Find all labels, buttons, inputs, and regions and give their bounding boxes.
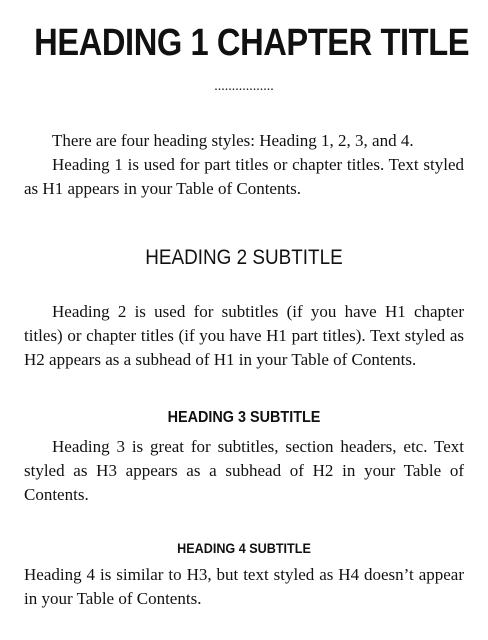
section-1-body: [24, 129, 464, 201]
section-3-body: [24, 435, 464, 507]
paragraph-heading-1-description: Heading 1 is used for part titles or chapter titles. Text styled as H1 appears in your Table of Contents.: [24, 155, 464, 198]
ornamental-divider: .................: [214, 79, 274, 94]
paragraph-heading-styles-intro: There are four heading styles: Heading 1, 2, 3, and 4.: [52, 131, 414, 150]
paragraph-heading-3-description: Heading 3 is great for subtitles, section headers, etc. Text styled as H3 appears as a subhead of H2 in your Table of Contents.: [24, 437, 464, 504]
section-2-body: [24, 300, 464, 372]
section-4-body: [24, 563, 464, 611]
heading-2-subtitle: HEADING 2 SUBTITLE: [145, 246, 343, 269]
paragraph-heading-4-description: Heading 4 is similar to H3, but text styled as H4 doesn’t appear in your Table of Contents.: [24, 565, 464, 608]
heading-4-subtitle: HEADING 4 SUBTITLE: [177, 540, 311, 556]
heading-1-chapter-title: HEADING 1 CHAPTER TITLE: [34, 22, 470, 64]
paragraph-heading-2-description: Heading 2 is used for subtitles (if you have H1 chapter titles) or chapter titles (if you have H1 part titles). Text styled as H2 appears as a subhead of H1 in your Table of Contents.: [24, 302, 464, 369]
heading-3-subtitle: HEADING 3 SUBTITLE: [167, 409, 321, 426]
